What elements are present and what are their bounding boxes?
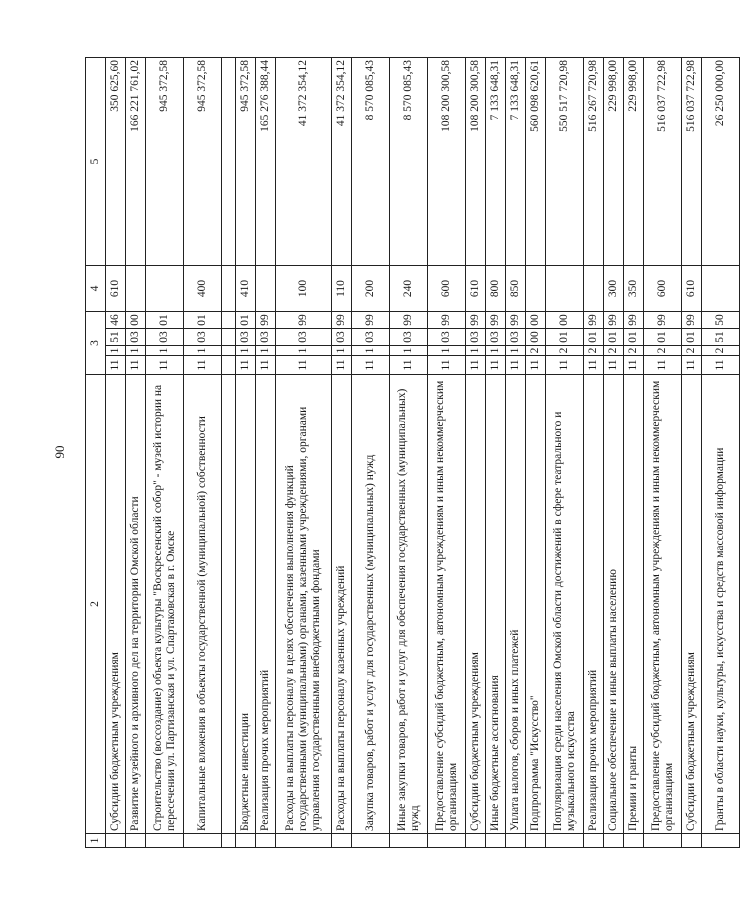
code-part-3: 00	[526, 329, 546, 346]
code-part-4: 99	[276, 312, 332, 329]
row-type	[222, 266, 236, 312]
row-name: Социальное обеспечение и иные выплаты населению	[604, 375, 624, 834]
table-row	[526, 58, 546, 848]
row-index-cell	[106, 834, 126, 848]
row-name: Реализация прочих мероприятий	[584, 375, 604, 834]
row-type	[546, 266, 584, 312]
code-part-1: 11	[604, 356, 624, 375]
header-col-2: 2	[86, 375, 106, 834]
row-amount: 516 037 722,98	[682, 58, 702, 266]
row-index-cell	[486, 834, 506, 848]
row-index-cell	[428, 834, 466, 848]
code-part-4: 99	[428, 312, 466, 329]
code-part-4: 01	[236, 312, 256, 329]
code-part-2: 1	[352, 346, 390, 356]
row-amount: 560 098 620,61	[526, 58, 546, 266]
code-part-2: 1	[236, 346, 256, 356]
row-name: Расходы на выплаты персоналу в целях обеспечения выполнения функций государственными (муниципальными) органами, казенными учреждениями, органами управления государственными внебюджетными фондами	[276, 375, 332, 834]
table-row	[126, 58, 146, 848]
code-part-3: 03	[332, 329, 352, 346]
code-part-2: 2	[604, 346, 624, 356]
row-index-cell	[526, 834, 546, 848]
code-part-3: 03	[256, 329, 276, 346]
row-name: Иные бюджетные ассигнования	[486, 375, 506, 834]
row-name: Реализация прочих мероприятий	[256, 375, 276, 834]
code-part-2: 1	[506, 346, 526, 356]
code-part-1: 11	[184, 356, 222, 375]
table-row	[236, 58, 256, 848]
row-name: Расходы на выплаты персоналу казенных учреждений	[332, 375, 352, 834]
code-part-3: 03	[126, 329, 146, 346]
code-part-1: 11	[506, 356, 526, 375]
code-part-1: 11	[702, 356, 740, 375]
code-part-2: 1	[486, 346, 506, 356]
table-row	[604, 58, 624, 848]
row-type: 600	[428, 266, 466, 312]
code-part-1: 11	[106, 356, 126, 375]
code-part-2: 2	[584, 346, 604, 356]
row-amount: 350 625,60	[106, 58, 126, 266]
code-part-3: 01	[546, 329, 584, 346]
code-part-1: 11	[526, 356, 546, 375]
code-part-4: 99	[644, 312, 682, 329]
row-name: Подпрограмма "Искусство"	[526, 375, 546, 834]
row-amount: 945 372,58	[184, 58, 222, 266]
code-part-4: 00	[126, 312, 146, 329]
row-amount: 516 037 722,98	[644, 58, 682, 266]
row-index-cell	[222, 834, 236, 848]
row-amount: 166 221 761,02	[126, 58, 146, 266]
row-amount: 41 372 354,12	[332, 58, 352, 266]
row-amount: 108 200 300,58	[428, 58, 466, 266]
code-part-3: 01	[644, 329, 682, 346]
row-name	[222, 375, 236, 834]
row-index-cell	[332, 834, 352, 848]
row-type: 300	[604, 266, 624, 312]
row-amount: 550 517 720,98	[546, 58, 584, 266]
row-type: 100	[276, 266, 332, 312]
row-amount: 229 998,00	[604, 58, 624, 266]
row-index-cell	[390, 834, 428, 848]
code-part-1: 11	[486, 356, 506, 375]
row-index-cell	[466, 834, 486, 848]
row-index-cell	[702, 834, 740, 848]
row-amount: 945 372,58	[146, 58, 184, 266]
code-part-2: 1	[390, 346, 428, 356]
header-col-3: 3	[86, 312, 106, 375]
row-amount: 7 133 648,31	[486, 58, 506, 266]
code-part-1: 11	[390, 356, 428, 375]
code-part-2: 2	[624, 346, 644, 356]
budget-table	[85, 57, 740, 848]
table-row	[624, 58, 644, 848]
row-type: 800	[486, 266, 506, 312]
table-row	[184, 58, 222, 848]
code-part-4: 01	[184, 312, 222, 329]
table-row	[486, 58, 506, 848]
row-index-cell	[604, 834, 624, 848]
row-type: 350	[624, 266, 644, 312]
code-part-3: 51	[106, 329, 126, 346]
row-index-cell	[126, 834, 146, 848]
code-part-3: 03	[236, 329, 256, 346]
table-row	[106, 58, 126, 848]
code-part-4: 99	[332, 312, 352, 329]
row-name: Предоставление субсидий бюджетным, автономным учреждениям и иным некоммерческим организациям	[428, 375, 466, 834]
row-type: 610	[466, 266, 486, 312]
code-part-3: 03	[506, 329, 526, 346]
row-amount: 7 133 648,31	[506, 58, 526, 266]
code-part-1: 11	[644, 356, 682, 375]
row-name: Капитальные вложения в объекты государственной (муниципальной) собственности	[184, 375, 222, 834]
row-type: 400	[184, 266, 222, 312]
row-amount	[222, 58, 236, 266]
code-part-2: 1	[466, 346, 486, 356]
row-index-cell	[506, 834, 526, 848]
code-part-2: 2	[644, 346, 682, 356]
row-type	[584, 266, 604, 312]
row-name: Популяризация среди населения Омской области достижений в сфере театрального и музыкального искусства	[546, 375, 584, 834]
row-amount: 26 250 000,00	[702, 58, 740, 266]
row-index-cell	[184, 834, 222, 848]
row-type	[526, 266, 546, 312]
row-index-cell	[584, 834, 604, 848]
code-part-3: 03	[146, 329, 184, 346]
code-part-4: 99	[682, 312, 702, 329]
table-row	[546, 58, 584, 848]
table-row	[146, 58, 184, 848]
row-type: 410	[236, 266, 256, 312]
row-amount: 229 998,00	[624, 58, 644, 266]
code-part-4: 99	[604, 312, 624, 329]
row-type: 610	[106, 266, 126, 312]
code-part-2: 2	[682, 346, 702, 356]
code-part-1: 11	[256, 356, 276, 375]
row-type: 200	[352, 266, 390, 312]
table-row	[352, 58, 390, 848]
table-row	[276, 58, 332, 848]
table-row	[644, 58, 682, 848]
row-type	[256, 266, 276, 312]
code-part-4: 99	[624, 312, 644, 329]
code-part-3: 01	[624, 329, 644, 346]
code-part-1: 11	[428, 356, 466, 375]
row-amount: 41 372 354,12	[276, 58, 332, 266]
code-part-1: 11	[146, 356, 184, 375]
row-index-cell	[644, 834, 682, 848]
code-part-3: 03	[466, 329, 486, 346]
code-part-1: 11	[276, 356, 332, 375]
table-row	[222, 58, 236, 848]
row-amount: 8 570 085,43	[352, 58, 390, 266]
code-part-1	[222, 356, 236, 375]
code-part-4: 46	[106, 312, 126, 329]
code-part-2: 1	[428, 346, 466, 356]
row-type: 850	[506, 266, 526, 312]
row-name: Уплата налогов, сборов и иных платежей	[506, 375, 526, 834]
row-amount: 945 372,58	[236, 58, 256, 266]
code-part-2: 1	[332, 346, 352, 356]
row-type	[126, 266, 146, 312]
code-part-1: 11	[466, 356, 486, 375]
rotated-budget-table-container	[85, 58, 726, 848]
code-part-4: 99	[466, 312, 486, 329]
code-part-2: 2	[546, 346, 584, 356]
row-amount: 165 276 388,44	[256, 58, 276, 266]
code-part-2: 2	[702, 346, 740, 356]
code-part-4	[222, 312, 236, 329]
row-amount: 108 200 300,58	[466, 58, 486, 266]
row-index-cell	[276, 834, 332, 848]
code-part-1: 11	[584, 356, 604, 375]
code-part-3: 03	[390, 329, 428, 346]
code-part-3: 01	[584, 329, 604, 346]
code-part-1: 11	[236, 356, 256, 375]
code-part-4: 99	[584, 312, 604, 329]
code-part-2: 1	[146, 346, 184, 356]
row-index-cell	[546, 834, 584, 848]
code-part-3: 03	[486, 329, 506, 346]
row-type: 110	[332, 266, 352, 312]
code-part-4: 99	[486, 312, 506, 329]
row-type: 610	[682, 266, 702, 312]
code-part-2: 2	[526, 346, 546, 356]
code-part-2: 1	[256, 346, 276, 356]
row-index-cell	[146, 834, 184, 848]
row-name: Строительство (воссоздание) объекта культуры "Воскресенский собор" - музей истории на пересечении ул. Партизанская и ул. Спартаковская в г. Омске	[146, 375, 184, 834]
code-part-3: 03	[428, 329, 466, 346]
table-row	[682, 58, 702, 848]
row-type: 240	[390, 266, 428, 312]
code-part-3: 03	[276, 329, 332, 346]
code-part-1: 11	[546, 356, 584, 375]
code-part-2: 1	[106, 346, 126, 356]
code-part-3	[222, 329, 236, 346]
row-index-cell	[256, 834, 276, 848]
table-row	[390, 58, 428, 848]
row-name: Развитие музейного и архивного дел на территории Омской области	[126, 375, 146, 834]
code-part-3: 51	[702, 329, 740, 346]
table-row	[332, 58, 352, 848]
row-type	[702, 266, 740, 312]
code-part-2	[222, 346, 236, 356]
code-part-1: 11	[332, 356, 352, 375]
table-row	[256, 58, 276, 848]
row-amount: 8 570 085,43	[390, 58, 428, 266]
code-part-1: 11	[126, 356, 146, 375]
table-row	[506, 58, 526, 848]
page-number: 90	[52, 445, 67, 459]
row-type: 600	[644, 266, 682, 312]
header-row	[86, 58, 106, 848]
table-row	[702, 58, 740, 848]
row-name: Гранты в области науки, культуры, искусства и средств массовой информации	[702, 375, 740, 834]
row-type	[146, 266, 184, 312]
code-part-4: 99	[352, 312, 390, 329]
code-part-3: 01	[604, 329, 624, 346]
row-name: Иные закупки товаров, работ и услуг для обеспечения государственных (муниципальных) нужд	[390, 375, 428, 834]
row-amount: 516 267 720,98	[584, 58, 604, 266]
header-col-4: 4	[86, 266, 106, 312]
row-name: Субсидии бюджетным учреждениям	[682, 375, 702, 834]
code-part-4: 99	[256, 312, 276, 329]
code-part-4: 99	[390, 312, 428, 329]
header-col-5: 5	[86, 58, 106, 266]
row-name: Предоставление субсидий бюджетным, автономным учреждениям и иным некоммерческим организациям	[644, 375, 682, 834]
code-part-3: 03	[352, 329, 390, 346]
row-index-cell	[682, 834, 702, 848]
row-index-cell	[624, 834, 644, 848]
row-index-cell	[352, 834, 390, 848]
code-part-2: 1	[126, 346, 146, 356]
row-index-cell	[236, 834, 256, 848]
table-row	[466, 58, 486, 848]
table-row	[584, 58, 604, 848]
row-name: Субсидии бюджетным учреждениям	[106, 375, 126, 834]
code-part-1: 11	[682, 356, 702, 375]
row-name: Закупка товаров, работ и услуг для государственных (муниципальных) нужд	[352, 375, 390, 834]
code-part-1: 11	[352, 356, 390, 375]
row-name: Субсидии бюджетным учреждениям	[466, 375, 486, 834]
header-col-1: 1	[86, 834, 106, 848]
code-part-2: 1	[184, 346, 222, 356]
code-part-1: 11	[624, 356, 644, 375]
row-name: Премии и гранты	[624, 375, 644, 834]
code-part-3: 03	[184, 329, 222, 346]
row-name: Бюджетные инвестиции	[236, 375, 256, 834]
code-part-4: 99	[506, 312, 526, 329]
code-part-4: 00	[546, 312, 584, 329]
code-part-2: 1	[276, 346, 332, 356]
code-part-4: 50	[702, 312, 740, 329]
table-row	[428, 58, 466, 848]
code-part-4: 01	[146, 312, 184, 329]
code-part-4: 00	[526, 312, 546, 329]
code-part-3: 01	[682, 329, 702, 346]
